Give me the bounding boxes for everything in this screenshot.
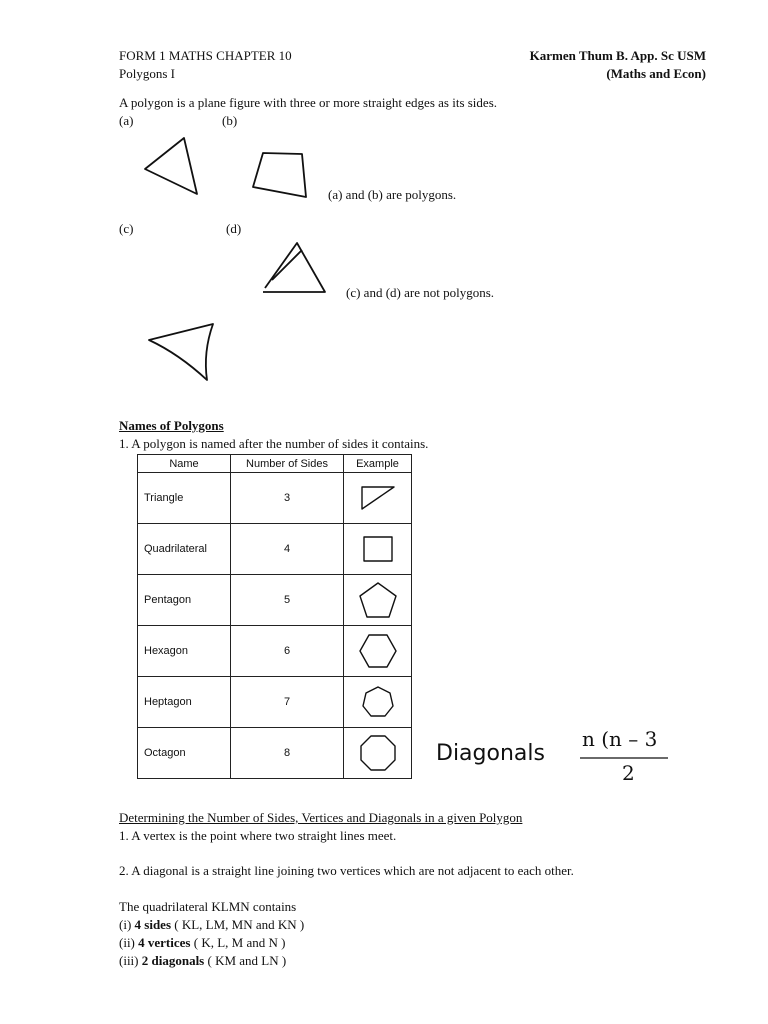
hexagon-shape-icon [358,633,398,669]
author-name: Karmen Thum B. App. Sc USM [529,48,706,63]
header-name: Name [138,455,231,473]
label-a: (a) [119,113,134,128]
names-heading: Names of Polygons [119,418,224,433]
row-sides: 7 [231,677,344,728]
polygon-names-table [137,454,412,779]
row-name: Triangle [138,473,231,524]
row-sides: 6 [231,626,344,677]
polygon-b-quadrilateral [250,150,310,200]
item-rest: ( KL, LM, MN and KN ) [171,917,305,932]
fraction-bar [580,756,670,760]
chapter-title: FORM 1 MATHS CHAPTER 10 [119,48,292,63]
names-point-1: 1. A polygon is named after the number of sides it contains. [119,436,429,451]
table-row [138,677,412,728]
row-example [344,728,412,779]
determining-point-2: 2. A diagonal is a straight line joining two vertices which are not adjacent to each other. [119,863,574,878]
item-bold: 4 sides [134,917,172,932]
determining-heading: Determining the Number of Sides, Vertices and Diagonals in a given Polygon [119,810,523,825]
polygons-note: (a) and (b) are polygons. [328,187,457,202]
klmn-item-vertices [119,935,285,951]
table-row [138,728,412,779]
polygon-definition: A polygon is a plane figure with three or more straight edges as its sides. [119,95,498,110]
item-prefix: (i) [119,917,135,932]
author-qualification: (Maths and Econ) [606,66,706,81]
triangle-shape-icon [360,484,396,512]
non-polygon-d-open-triangle [260,240,330,300]
label-d: (d) [226,221,242,236]
row-name: Pentagon [138,575,231,626]
non-polygon-c-curved-triangle [145,320,217,382]
header-number-of-sides: Number of Sides [231,455,344,473]
item-rest: ( KM and LN ) [204,953,287,968]
row-example [344,626,412,677]
row-example [344,473,412,524]
section-title: Polygons I [119,66,175,81]
polygon-a-triangle [140,135,200,195]
item-rest: ( K, L, M and N ) [190,935,286,950]
row-name: Quadrilateral [138,524,231,575]
table-row [138,473,412,524]
table-header-row [138,455,412,473]
item-prefix: (ii) [119,935,139,950]
label-c: (c) [119,221,134,236]
item-prefix: (iii) [119,953,142,968]
row-sides: 8 [231,728,344,779]
row-name: Heptagon [138,677,231,728]
square-shape-icon [363,536,393,562]
heptagon-shape-icon [361,685,395,719]
row-name: Octagon [138,728,231,779]
label-b: (b) [222,113,238,128]
diagonals-formula-label: Diagonals [436,741,545,766]
row-example [344,524,412,575]
not-polygons-note: (c) and (d) are not polygons. [346,285,495,300]
row-name: Hexagon [138,626,231,677]
item-bold: 2 diagonals [141,953,205,968]
header-example: Example [344,455,412,473]
row-sides: 5 [231,575,344,626]
octagon-shape-icon [359,734,397,772]
row-example [344,575,412,626]
table-row [138,575,412,626]
table-row [138,626,412,677]
klmn-intro: The quadrilateral KLMN contains [119,899,297,914]
klmn-item-sides [119,917,304,933]
klmn-item-diagonals [119,953,286,969]
item-bold: 4 vertices [138,935,191,950]
row-sides: 4 [231,524,344,575]
pentagon-shape-icon [358,581,398,619]
table-row [138,524,412,575]
determining-point-1: 1. A vertex is the point where two straight lines meet. [119,828,397,843]
formula-denominator: 2 [622,761,635,785]
row-example [344,677,412,728]
row-sides: 3 [231,473,344,524]
formula-numerator: n (n – 3 [582,727,658,751]
